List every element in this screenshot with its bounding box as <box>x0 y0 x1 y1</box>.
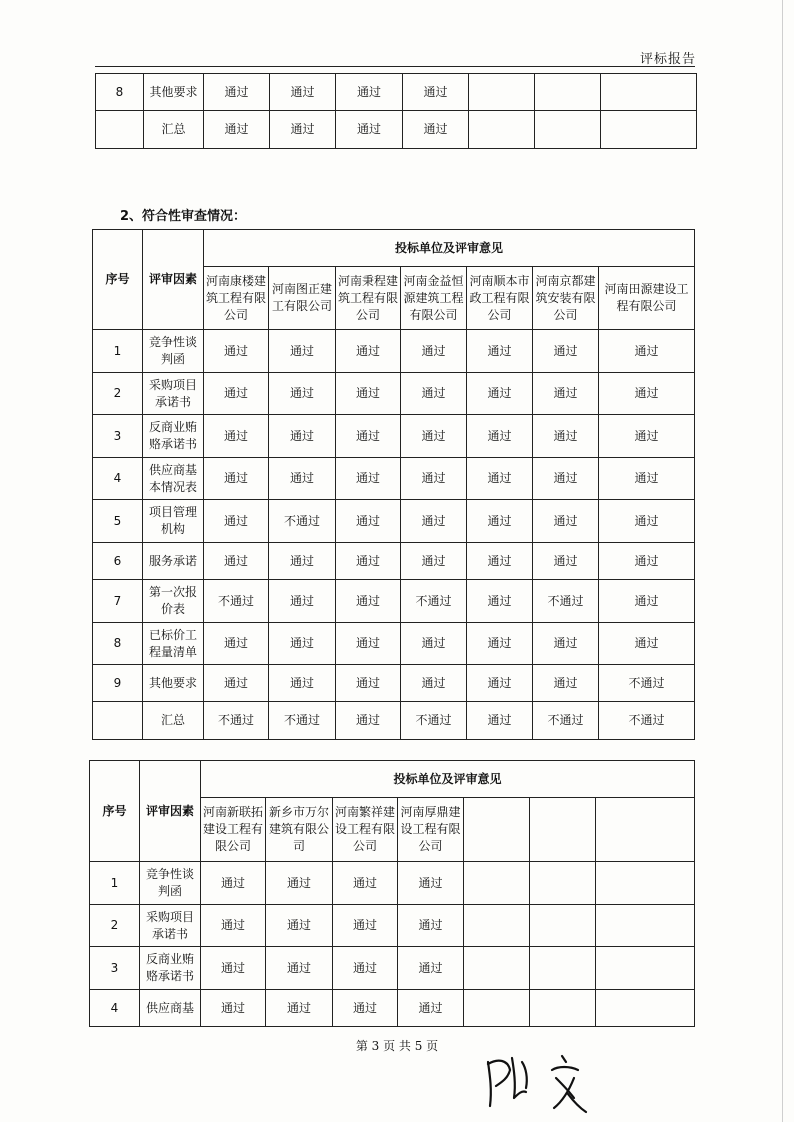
header-row <box>90 761 695 798</box>
result-cell: 通过 <box>401 665 467 702</box>
result-cell: 通过 <box>336 665 401 702</box>
result-cell: 通过 <box>269 665 336 702</box>
result-cell: 不通过 <box>533 702 599 740</box>
factor-cell: 第一次报价表 <box>143 580 204 623</box>
result-cell: 通过 <box>401 543 467 580</box>
result-cell: 不通过 <box>599 665 695 702</box>
result-cell <box>596 990 695 1027</box>
result-cell: 通过 <box>204 330 269 373</box>
row-number-cell: 8 <box>93 623 143 665</box>
row-number-cell: 2 <box>93 373 143 415</box>
result-cell: 通过 <box>336 580 401 623</box>
factor-cell: 供应商基 <box>140 990 201 1027</box>
result-cell: 通过 <box>533 543 599 580</box>
result-cell: 不通过 <box>533 580 599 623</box>
result-cell: 通过 <box>269 458 336 500</box>
result-cell: 通过 <box>401 330 467 373</box>
bidder-name-cell: 河南图正建工有限公司 <box>269 267 336 330</box>
result-cell: 通过 <box>204 458 269 500</box>
bidder-name-cell: 河南新联拓建设工程有限公司 <box>201 798 266 862</box>
header-title: 评标报告 <box>639 52 696 67</box>
result-cell: 通过 <box>269 580 336 623</box>
result-cell: 通过 <box>533 665 599 702</box>
result-cell: 通过 <box>336 458 401 500</box>
result-cell: 通过 <box>333 862 398 905</box>
factor-cell: 服务承诺 <box>143 543 204 580</box>
result-cell: 通过 <box>201 990 266 1027</box>
result-cell <box>596 905 695 947</box>
result-cell <box>530 990 596 1027</box>
result-cell: 通过 <box>269 543 336 580</box>
result-cell: 不通过 <box>269 702 336 740</box>
page-footer: 第 3 页 共 5 页 <box>355 1039 439 1053</box>
bidder-name-cell: 河南田源建设工程有限公司 <box>599 267 695 330</box>
factor-cell: 已标价工程量清单 <box>143 623 204 665</box>
table-row <box>96 111 697 149</box>
result-cell: 通过 <box>204 111 270 149</box>
result-cell: 不通过 <box>204 580 269 623</box>
result-cell: 通过 <box>467 623 533 665</box>
factor-cell: 其他要求 <box>143 665 204 702</box>
table-row <box>90 862 695 905</box>
result-cell: 不通过 <box>401 580 467 623</box>
result-cell: 通过 <box>201 947 266 990</box>
result-cell: 通过 <box>204 665 269 702</box>
bidder-name-cell: 河南金益恒源建筑工程有限公司 <box>401 267 467 330</box>
result-cell <box>464 905 530 947</box>
result-cell: 通过 <box>201 905 266 947</box>
result-cell: 通过 <box>269 330 336 373</box>
bidder-name-cell <box>464 798 530 862</box>
column-header-factor: 评审因素 <box>140 761 201 862</box>
result-cell: 通过 <box>533 330 599 373</box>
result-cell: 通过 <box>403 74 469 111</box>
bidder-name-cell: 河南秉程建筑工程有限公司 <box>336 267 401 330</box>
bidder-name-cell <box>530 798 596 862</box>
table-3 <box>89 760 695 1027</box>
result-cell: 通过 <box>401 373 467 415</box>
table-1 <box>95 73 697 149</box>
result-cell: 通过 <box>533 373 599 415</box>
result-cell: 通过 <box>401 623 467 665</box>
result-cell: 不通过 <box>599 702 695 740</box>
factor-cell: 项目管理机构 <box>143 500 204 543</box>
table-row <box>93 665 695 702</box>
table-row <box>93 543 695 580</box>
result-cell: 通过 <box>599 458 695 500</box>
result-cell <box>530 905 596 947</box>
result-cell: 通过 <box>266 905 333 947</box>
result-cell: 通过 <box>336 500 401 543</box>
result-cell: 通过 <box>599 623 695 665</box>
bidder-name-cell: 河南繁祥建设工程有限公司 <box>333 798 398 862</box>
table-2 <box>92 229 695 740</box>
result-cell: 通过 <box>398 905 464 947</box>
row-number-cell: 8 <box>96 74 144 111</box>
result-cell: 通过 <box>333 947 398 990</box>
column-header-number: 序号 <box>90 761 140 862</box>
row-number-cell: 7 <box>93 580 143 623</box>
result-cell <box>469 111 535 149</box>
column-header-group: 投标单位及评审意见 <box>201 761 695 798</box>
result-cell: 通过 <box>533 458 599 500</box>
result-cell: 通过 <box>269 415 336 458</box>
result-cell: 通过 <box>333 990 398 1027</box>
table-row <box>93 500 695 543</box>
row-number-cell <box>93 702 143 740</box>
bidder-name-cell: 河南厚鼎建设工程有限公司 <box>398 798 464 862</box>
result-cell: 通过 <box>266 947 333 990</box>
result-cell <box>464 862 530 905</box>
factor-cell: 采购项目承诺书 <box>140 905 201 947</box>
table-row <box>93 458 695 500</box>
result-cell: 通过 <box>599 500 695 543</box>
result-cell: 通过 <box>599 543 695 580</box>
row-number-cell: 9 <box>93 665 143 702</box>
result-cell <box>464 947 530 990</box>
result-cell: 通过 <box>401 458 467 500</box>
result-cell: 通过 <box>401 500 467 543</box>
row-number-cell: 4 <box>90 990 140 1027</box>
result-cell <box>596 862 695 905</box>
result-cell: 通过 <box>336 74 403 111</box>
result-cell: 通过 <box>336 543 401 580</box>
row-number-cell: 1 <box>93 330 143 373</box>
factor-cell: 汇总 <box>143 702 204 740</box>
result-cell: 不通过 <box>269 500 336 543</box>
result-cell: 通过 <box>467 458 533 500</box>
result-cell: 通过 <box>398 947 464 990</box>
result-cell: 通过 <box>401 415 467 458</box>
result-cell: 通过 <box>533 500 599 543</box>
table-row <box>90 990 695 1027</box>
result-cell: 通过 <box>467 665 533 702</box>
table-row <box>93 580 695 623</box>
result-cell: 通过 <box>269 623 336 665</box>
result-cell: 通过 <box>204 74 270 111</box>
handwritten-signature <box>478 1048 598 1122</box>
factor-cell: 汇总 <box>144 111 204 149</box>
result-cell <box>535 74 601 111</box>
result-cell: 通过 <box>204 543 269 580</box>
result-cell: 通过 <box>599 330 695 373</box>
result-cell: 通过 <box>599 415 695 458</box>
factor-cell: 反商业贿赂承诺书 <box>143 415 204 458</box>
result-cell: 不通过 <box>401 702 467 740</box>
factor-cell: 竞争性谈判函 <box>140 862 201 905</box>
result-cell: 通过 <box>467 415 533 458</box>
row-number-cell: 4 <box>93 458 143 500</box>
result-cell: 通过 <box>204 500 269 543</box>
result-cell: 通过 <box>467 580 533 623</box>
bidder-name-cell <box>596 798 695 862</box>
result-cell: 通过 <box>270 74 336 111</box>
result-cell: 通过 <box>467 543 533 580</box>
result-cell: 通过 <box>467 702 533 740</box>
result-cell: 通过 <box>336 415 401 458</box>
table-row <box>93 623 695 665</box>
bidder-name-cell: 新乡市万尔建筑有限公司 <box>266 798 333 862</box>
page-edge <box>782 0 783 1122</box>
factor-cell: 反商业贿赂承诺书 <box>140 947 201 990</box>
result-cell: 通过 <box>398 862 464 905</box>
result-cell: 通过 <box>201 862 266 905</box>
result-cell: 通过 <box>270 111 336 149</box>
header-rule <box>95 66 695 67</box>
result-cell: 通过 <box>533 415 599 458</box>
table-row <box>93 415 695 458</box>
result-cell: 通过 <box>266 990 333 1027</box>
table-row <box>90 947 695 990</box>
column-header-group: 投标单位及评审意见 <box>204 230 695 267</box>
column-header-number: 序号 <box>93 230 143 330</box>
result-cell <box>601 111 697 149</box>
row-number-cell: 1 <box>90 862 140 905</box>
result-cell: 通过 <box>336 623 401 665</box>
column-header-factor: 评审因素 <box>143 230 204 330</box>
result-cell <box>469 74 535 111</box>
result-cell: 通过 <box>204 373 269 415</box>
result-cell: 通过 <box>467 330 533 373</box>
row-number-cell: 2 <box>90 905 140 947</box>
table-row <box>93 373 695 415</box>
result-cell <box>601 74 697 111</box>
result-cell <box>535 111 601 149</box>
result-cell: 通过 <box>467 500 533 543</box>
factor-cell: 供应商基本情况表 <box>143 458 204 500</box>
bidder-name-cell: 河南京都建筑安装有限公司 <box>533 267 599 330</box>
result-cell: 不通过 <box>204 702 269 740</box>
table-row <box>93 330 695 373</box>
row-number-cell: 6 <box>93 543 143 580</box>
result-cell: 通过 <box>533 623 599 665</box>
result-cell: 通过 <box>599 580 695 623</box>
result-cell: 通过 <box>204 415 269 458</box>
factor-cell: 采购项目承诺书 <box>143 373 204 415</box>
result-cell <box>530 947 596 990</box>
result-cell: 通过 <box>336 330 401 373</box>
result-cell: 通过 <box>336 111 403 149</box>
bidder-name-cell: 河南顺本市政工程有限公司 <box>467 267 533 330</box>
result-cell: 通过 <box>599 373 695 415</box>
row-number-cell: 3 <box>93 415 143 458</box>
factor-cell: 竞争性谈判函 <box>143 330 204 373</box>
table-row <box>90 905 695 947</box>
result-cell: 通过 <box>269 373 336 415</box>
result-cell <box>464 990 530 1027</box>
result-cell: 通过 <box>403 111 469 149</box>
bidder-name-cell: 河南康楼建筑工程有限公司 <box>204 267 269 330</box>
factor-cell: 其他要求 <box>144 74 204 111</box>
result-cell <box>530 862 596 905</box>
row-number-cell <box>96 111 144 149</box>
header-row <box>93 230 695 267</box>
result-cell: 通过 <box>336 702 401 740</box>
section-title: 2、符合性审查情况： <box>120 209 247 224</box>
row-number-cell: 5 <box>93 500 143 543</box>
table-row <box>96 74 697 111</box>
result-cell: 通过 <box>333 905 398 947</box>
result-cell: 通过 <box>398 990 464 1027</box>
result-cell: 通过 <box>266 862 333 905</box>
table-row <box>93 702 695 740</box>
result-cell: 通过 <box>467 373 533 415</box>
result-cell: 通过 <box>204 623 269 665</box>
result-cell: 通过 <box>336 373 401 415</box>
row-number-cell: 3 <box>90 947 140 990</box>
result-cell <box>596 947 695 990</box>
